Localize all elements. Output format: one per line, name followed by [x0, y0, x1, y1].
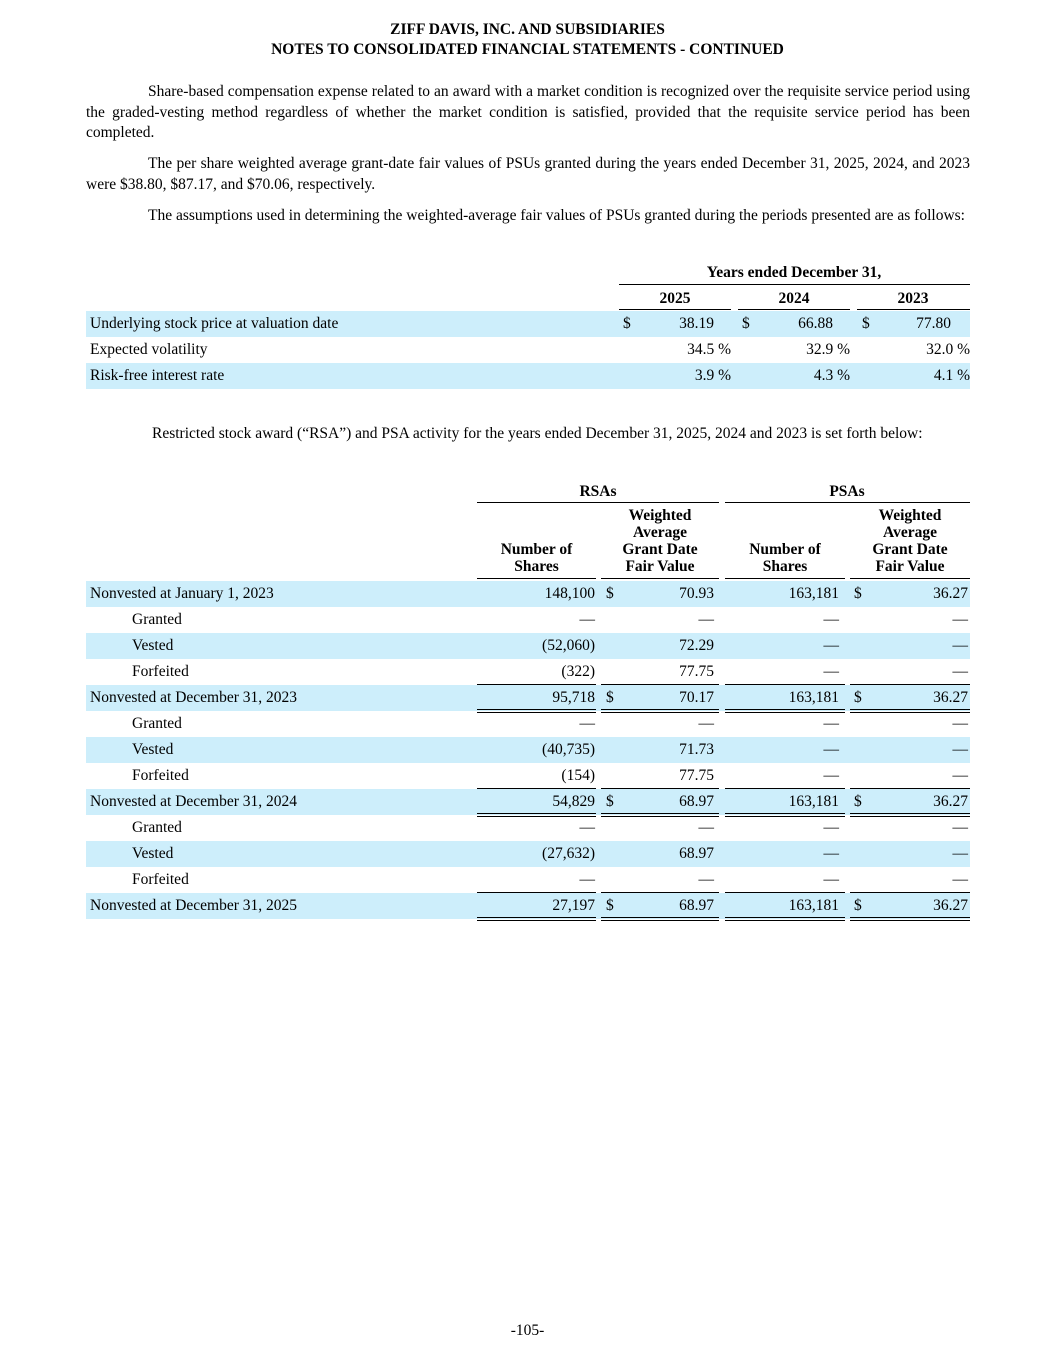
activity-row — [86, 763, 970, 789]
psa-fair-value-cell: 36.27 — [933, 793, 968, 810]
rsa-fair-value-cell: 68.97 — [679, 793, 714, 810]
psa-fair-value-cell: — — [952, 819, 968, 836]
psa-fair-value-cell: — — [952, 845, 968, 862]
value-cell: 4.1 % — [933, 367, 970, 384]
rsa-fair-value-cell: — — [698, 715, 714, 732]
company-name: ZIFF DAVIS, INC. AND SUBSIDIARIES — [390, 21, 665, 38]
rsa-shares-cell: 54,829 — [552, 793, 595, 810]
rsa-fair-value-cell: 72.29 — [679, 637, 714, 654]
row-label: Vested — [132, 637, 174, 654]
psa-shares-cell: — — [823, 871, 839, 888]
dollar-sign: $ — [854, 689, 862, 706]
row-label: Forfeited — [132, 767, 189, 784]
psa-shares-cell: 163,181 — [788, 793, 839, 810]
paragraph-3-text: The assumptions used in determining the weighted-average fair values of PSUs granted during the periods presented are as follows: — [148, 207, 965, 224]
rsa-fair-value-cell: 68.97 — [679, 845, 714, 862]
row-label: Nonvested at December 31, 2024 — [90, 793, 298, 810]
psa-shares-cell: — — [823, 715, 839, 732]
rsa-fair-value-cell: — — [698, 871, 714, 888]
value-cell: 3.9 % — [694, 367, 731, 384]
activity-row — [86, 633, 970, 659]
psa-shares-cell: 163,181 — [788, 897, 839, 914]
row-label: Underlying stock price at valuation date — [90, 315, 339, 332]
row-label: Nonvested at December 31, 2025 — [90, 897, 298, 914]
activity-row — [86, 737, 970, 763]
page-header — [0, 20, 1055, 60]
activity-row — [86, 711, 970, 737]
paragraph-1 — [86, 82, 970, 144]
balance-row — [86, 789, 970, 815]
rsa-fair-value-header: Weighted Average Grant Date Fair Value — [622, 507, 698, 575]
row-label: Granted — [132, 819, 182, 836]
rsa-shares-cell: (322) — [561, 663, 595, 680]
value-cell: 4.3 % — [813, 367, 850, 384]
psa-shares-cell: — — [823, 663, 839, 680]
rsa-fair-value-cell: 70.17 — [679, 689, 714, 706]
value-cell: 32.9 % — [806, 341, 850, 358]
balance-row — [86, 893, 970, 919]
double-rule — [601, 917, 719, 921]
psa-fair-value-cell: — — [952, 871, 968, 888]
rsa-shares-cell: (154) — [561, 767, 595, 784]
row-label: Nonvested at December 31, 2023 — [90, 689, 298, 706]
page-number: -105- — [510, 1322, 545, 1339]
double-rule — [477, 917, 596, 921]
paragraph-1-text: Share-based compensation expense related to an award with a market condition is recognized over the requisite service period using the graded-vesting method regardless of whether the market condition is satisfied, provided that the requisite service period has been completed. — [86, 83, 970, 141]
psa-fair-value-cell: — — [952, 663, 968, 680]
dollar-sign: $ — [854, 897, 862, 914]
psa-fair-value-cell: 36.27 — [933, 689, 968, 706]
psa-shares-cell: — — [823, 741, 839, 758]
psa-fair-value-cell: — — [952, 715, 968, 732]
rsa-shares-cell: — — [579, 871, 595, 888]
balance-row — [86, 685, 970, 711]
psa-fair-value-cell: — — [952, 767, 968, 784]
row-label: Vested — [132, 845, 174, 862]
year-2024-header: 2024 — [778, 290, 810, 307]
row-label: Granted — [132, 715, 182, 732]
psa-shares-cell: — — [823, 819, 839, 836]
row-label: Vested — [132, 741, 174, 758]
psa-fair-value-cell: — — [952, 741, 968, 758]
psa-number-of-shares-header: Number of Shares — [749, 541, 821, 575]
activity-row — [86, 841, 970, 867]
assumption-row — [86, 363, 970, 389]
dollar-sign: $ — [606, 793, 614, 810]
psa-shares-cell: 163,181 — [788, 689, 839, 706]
value-cell: 66.88 — [798, 315, 833, 332]
row-label: Risk-free interest rate — [90, 367, 225, 384]
rsa-fair-value-cell: 68.97 — [679, 897, 714, 914]
rsa-fair-value-cell: 71.73 — [679, 741, 714, 758]
row-label: Expected volatility — [90, 341, 208, 358]
assumption-row — [86, 311, 970, 337]
paragraph-4 — [86, 424, 970, 445]
value-cell: 38.19 — [679, 315, 714, 332]
rsa-psa-activity-table — [86, 480, 970, 925]
value-cell: 77.80 — [916, 315, 951, 332]
activity-row — [86, 867, 970, 893]
rsa-shares-cell: — — [579, 611, 595, 628]
psa-fair-value-cell: — — [952, 637, 968, 654]
row-label: Granted — [132, 611, 182, 628]
rsa-fair-value-cell: 77.75 — [679, 767, 714, 784]
page-title: NOTES TO CONSOLIDATED FINANCIAL STATEMENTS - CONTINUED — [271, 41, 784, 58]
rsa-shares-cell: 27,197 — [552, 897, 595, 914]
rsa-shares-cell: 95,718 — [552, 689, 595, 706]
year-2023-header: 2023 — [897, 290, 929, 307]
years-ended-header: Years ended December 31, — [706, 264, 882, 281]
dollar-sign: $ — [854, 793, 862, 810]
rsa-fair-value-cell: — — [698, 611, 714, 628]
dollar-sign: $ — [854, 585, 862, 602]
paragraph-2-text: The per share weighted average grant-date fair values of PSUs granted during the years ended December 31, 2025, 2024, and 2023 were $38.80, $87.17, and $70.06, respectively. — [86, 155, 970, 193]
psa-shares-cell: 163,181 — [788, 585, 839, 602]
psa-shares-cell: — — [823, 845, 839, 862]
activity-row — [86, 607, 970, 633]
psa-fair-value-cell: — — [952, 611, 968, 628]
paragraph-4-text: Restricted stock award (“RSA”) and PSA activity for the years ended December 31, 2025, 2024 and 2023 is set forth below: — [152, 425, 923, 442]
rsas-group-header: RSAs — [579, 483, 617, 500]
double-rule — [850, 917, 970, 921]
year-2025-header: 2025 — [659, 290, 691, 307]
rsa-shares-cell: 148,100 — [544, 585, 595, 602]
row-label: Nonvested at January 1, 2023 — [90, 585, 274, 602]
rsa-shares-cell: — — [579, 819, 595, 836]
psa-fair-value-cell: 36.27 — [933, 585, 968, 602]
paragraph-2 — [86, 154, 970, 195]
row-label: Forfeited — [132, 663, 189, 680]
psa-shares-cell: — — [823, 637, 839, 654]
psa-fair-value-header: Weighted Average Grant Date Fair Value — [872, 507, 948, 575]
activity-row — [86, 659, 970, 685]
psa-shares-cell: — — [823, 767, 839, 784]
activity-row — [86, 815, 970, 841]
dollar-sign: $ — [606, 585, 614, 602]
dollar-sign: $ — [862, 315, 870, 332]
psa-shares-cell: — — [823, 611, 839, 628]
rsa-shares-cell: (40,735) — [542, 741, 595, 758]
value-cell: 34.5 % — [687, 341, 731, 358]
dollar-sign: $ — [623, 315, 631, 332]
psa-fair-value-cell: 36.27 — [933, 897, 968, 914]
row-label: Forfeited — [132, 871, 189, 888]
rsa-shares-cell: (52,060) — [542, 637, 595, 654]
rsa-fair-value-cell: — — [698, 819, 714, 836]
rsa-number-of-shares-header: Number of Shares — [500, 541, 573, 575]
balance-row — [86, 581, 970, 607]
assumption-row — [86, 337, 970, 363]
paragraph-3 — [86, 206, 970, 227]
rsa-fair-value-cell: 70.93 — [679, 585, 714, 602]
rsa-shares-cell: (27,632) — [542, 845, 595, 862]
rsa-fair-value-cell: 77.75 — [679, 663, 714, 680]
value-cell: 32.0 % — [926, 341, 970, 358]
dollar-sign: $ — [606, 689, 614, 706]
assumptions-table — [86, 262, 970, 392]
dollar-sign: $ — [742, 315, 750, 332]
psas-group-header: PSAs — [829, 483, 865, 500]
dollar-sign: $ — [606, 897, 614, 914]
rsa-shares-cell: — — [579, 715, 595, 732]
double-rule — [725, 917, 845, 921]
